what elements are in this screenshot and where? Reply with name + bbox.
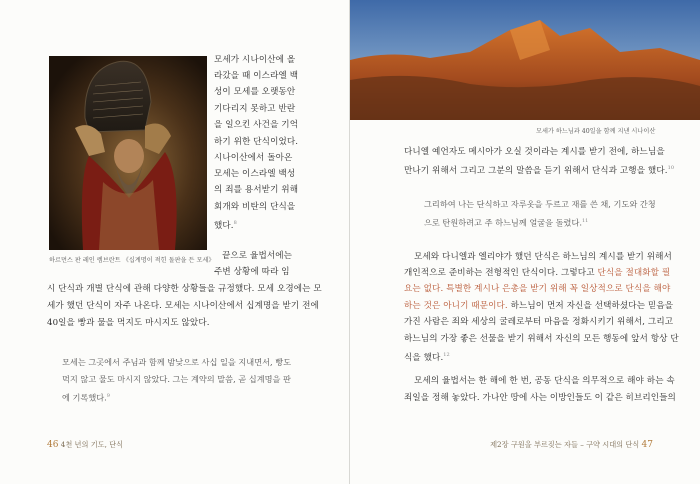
para2-highlight-line: 요는 없다. 특별한 계시나 은총을 받기 위해 꼭 일상적으로 단식을 해야 xyxy=(404,284,671,294)
photo-caption: 모세가 하느님과 40일을 함께 지낸 시나이산 xyxy=(536,128,656,135)
para2-line-1-plain: 개인적으로 준비하는 전형적인 단식이다. 그렇다고 xyxy=(404,268,598,278)
body-transition: 끝으로 율법서에는 xyxy=(222,251,293,261)
footnote-11: 11 xyxy=(581,218,589,224)
body-narrow-line-2: 성이 모세를 오랫동안 xyxy=(214,87,296,97)
page-number-46: 46 xyxy=(47,440,59,450)
para1-end: 만나기 위해서 그리고 그분의 말씀을 듣기 위해서 단식과 고행을 했다. xyxy=(404,165,668,176)
quote-line-0: 모세는 그곳에서 주님과 함께 밤낮으로 사십 일을 지내면서, 빵도 xyxy=(62,357,292,367)
body-narrow-line-5: 하기 위한 단식이었다. xyxy=(214,137,299,147)
rembrandt-moses-painting xyxy=(49,56,207,250)
body-narrow-line-0: 모세가 시나이산에 올 xyxy=(214,55,296,65)
para2-highlight-start: 단식을 절대화할 필 xyxy=(597,268,671,278)
para2-line-6 xyxy=(404,347,450,366)
body-narrow-line-1: 라갔을 때 이스라엘 백 xyxy=(214,71,299,81)
body-full-line-1: 세가 했던 단식이 자주 나온다. 모세는 시나이산에서 십계명을 받기 전에 xyxy=(47,301,319,311)
body-narrow-line-3: 기다리지 못하고 반란 xyxy=(214,104,296,114)
footnote-12: 12 xyxy=(443,352,450,358)
body-narrow-line-4: 을 일으킨 사건을 기억 xyxy=(214,120,299,130)
para2-line-1 xyxy=(404,265,670,281)
chapter-running-head: 제2장 구원을 부르짖는 자들 – 구약 시대의 단식 xyxy=(490,440,640,449)
book-title-running-head: 4천 년의 기도, 단식 xyxy=(60,440,124,449)
right-page xyxy=(350,0,700,484)
page-number-47: 47 xyxy=(641,440,653,450)
body-full-line-2: 40일을 빵과 물을 먹지도 마시지도 않았다. xyxy=(47,318,210,328)
para2-line-3-plain: 하느님이 먼저 자신을 선택하셨다는 믿음을 xyxy=(507,301,674,311)
mount-sinai-photo xyxy=(350,0,700,120)
para1-line-0: 다니엘 예언자도 메시아가 오실 것이라는 계시를 받기 전에, 하느님을 xyxy=(404,147,665,157)
painting-caption: 하르먼스 판 레인 렘브란트 《십계명이 적힌 돌판을 든 모세》 xyxy=(49,257,215,264)
para2-line-0: 모세와 다니엘과 엘리야가 했던 단식은 하느님의 계시를 받기 위해서 xyxy=(414,252,672,262)
para1-line-1 xyxy=(404,160,674,179)
body-narrow-line-8: 의 죄를 용서받기 위해 xyxy=(214,185,299,195)
quote-line-1: 먹지 않고 물도 마시지 않았다. 그는 계약의 말씀, 곧 십계명을 판 xyxy=(62,374,291,384)
moses-painting-art xyxy=(49,56,207,250)
para3-line-1: 죄일을 정해 놓았다. 가나안 땅에 사는 이방인들도 이 같은 히브리인들의 xyxy=(404,393,676,403)
para2-line-5: 하느님의 가장 좋은 선물을 받기 위해서 자신의 모든 행동에 앞서 항상 단 xyxy=(404,334,679,344)
footnote-10: 10 xyxy=(667,165,675,171)
footnote-9: 9 xyxy=(106,393,110,399)
para3-line-0: 모세의 율법서는 한 해에 한 번, 공동 단식을 의무적으로 해야 하는 속 xyxy=(414,376,675,386)
left-folio xyxy=(47,440,123,450)
body-narrow-line-7: 모세는 이스라엘 백성 xyxy=(214,169,296,179)
right-quote-end: 으로 탄원하려고 주 하느님께 얼굴을 돌렸다. xyxy=(424,217,582,228)
body-narrow-line-6: 시나이산에서 돌아온 xyxy=(214,153,293,163)
right-quote-line-0: 그리하여 나는 단식하고 자루옷을 두르고 재를 쓴 채, 기도와 간청 xyxy=(424,199,656,209)
footnote-8: 8 xyxy=(233,220,237,226)
para2-line-4: 가진 사람은 죄와 세상의 굴레로부터 마음을 정화시키기 위해서, 그리고 xyxy=(404,317,674,327)
para2-line-3 xyxy=(404,298,673,314)
quote-line-2 xyxy=(62,388,110,407)
body-narrow-line-9: 회개와 비탄의 단식을 xyxy=(214,202,296,212)
body-full-line-0: 시 단식과 개별 단식에 관해 다양한 상황들을 규정했다. 모세 오경에는 모 xyxy=(47,284,322,294)
body-narrow-end: 했다. xyxy=(214,220,234,231)
para2-end: 식을 했다. xyxy=(404,352,444,363)
mount-sinai-landscape xyxy=(350,0,700,120)
quote-end: 에 기록했다. xyxy=(62,392,107,403)
para2-highlight-end: 하는 것은 아니기 때문이다. xyxy=(404,301,508,311)
right-quote-line-1 xyxy=(424,213,588,232)
body-narrow-line-10 xyxy=(214,215,237,234)
right-folio xyxy=(490,440,653,450)
body-transition-2: 주변 상황에 따라 임 xyxy=(214,267,290,277)
